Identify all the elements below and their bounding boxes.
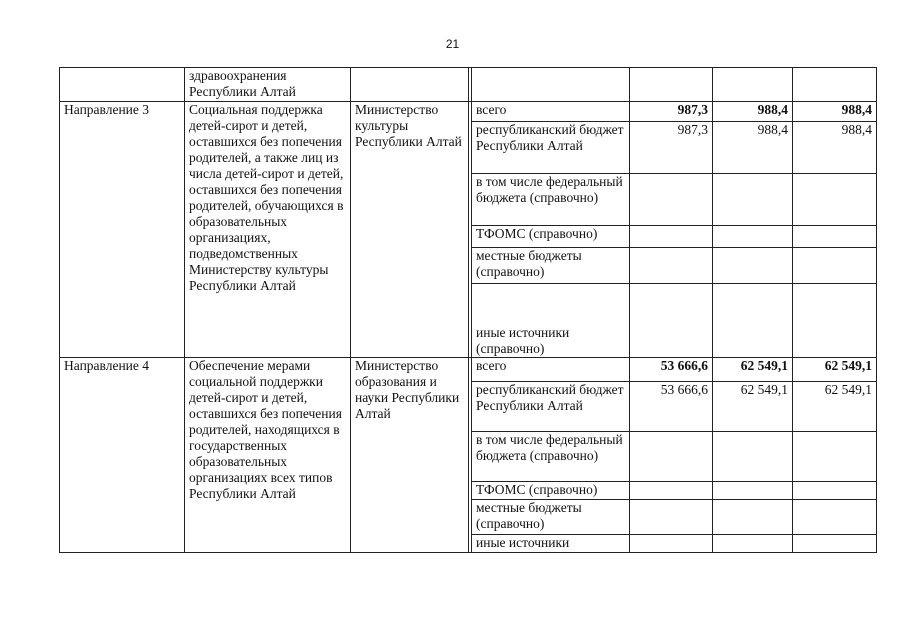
funding-source: ТФОМС (справочно) (472, 482, 630, 500)
value-cell (630, 68, 713, 102)
value-year-1: 53 666,6 (630, 358, 713, 382)
value-year-1 (630, 174, 713, 226)
executor-continuation: здравоохранения Республики Алтай (189, 68, 296, 99)
table-row (60, 68, 877, 102)
value-year-1 (630, 535, 713, 553)
value-year-3 (793, 482, 877, 500)
value-year-2 (713, 174, 793, 226)
direction-description: Обеспечение мерами социальной поддержки детей-сирот и детей, оставшихся без попечения родителей, находящихся в государственных образовательных организациях всех типов Республики Алтай (185, 358, 351, 553)
value-year-2 (713, 284, 793, 358)
value-year-2: 62 549,1 (713, 358, 793, 382)
value-year-3: 988,4 (793, 122, 877, 174)
value-year-1 (630, 284, 713, 358)
value-year-2 (713, 248, 793, 284)
funding-source: всего (472, 358, 630, 382)
value-year-3 (793, 174, 877, 226)
value-year-1 (630, 226, 713, 248)
funding-source: местные бюджеты (справочно) (472, 500, 630, 535)
value-year-1: 53 666,6 (630, 382, 713, 432)
value-year-1 (630, 432, 713, 482)
value-year-3 (793, 248, 877, 284)
funding-source: иные источники (472, 535, 630, 553)
funding-source: местные бюджеты (справочно) (472, 248, 630, 284)
value-year-3 (793, 500, 877, 535)
value-year-1: 987,3 (630, 102, 713, 122)
value-year-2 (713, 500, 793, 535)
funding-source: в том числе федеральный бюджета (справочно) (472, 432, 630, 482)
value-year-3: 988,4 (793, 102, 877, 122)
description-cell (185, 68, 351, 102)
direction-executor: Министерство образования и науки Республики Алтай (351, 358, 469, 553)
value-year-3 (793, 226, 877, 248)
direction-label-cell (60, 68, 185, 102)
funding-source: республиканский бюджет Республики Алтай (472, 382, 630, 432)
value-year-2: 988,4 (713, 122, 793, 174)
value-year-1 (630, 482, 713, 500)
value-year-1 (630, 248, 713, 284)
value-year-2 (713, 535, 793, 553)
value-year-2: 62 549,1 (713, 382, 793, 432)
funding-source: республиканский бюджет Республики Алтай (472, 122, 630, 174)
table-row (60, 102, 877, 122)
funding-source: в том числе федеральный бюджета (справочно) (472, 174, 630, 226)
value-year-2: 988,4 (713, 102, 793, 122)
value-year-1 (630, 500, 713, 535)
value-cell (793, 68, 877, 102)
value-year-3 (793, 535, 877, 553)
page-number: 21 (445, 37, 460, 51)
value-cell (713, 68, 793, 102)
value-year-1: 987,3 (630, 122, 713, 174)
direction-executor: Министерство культуры Республики Алтай (351, 102, 469, 358)
direction-description: Социальная поддержка детей-сирот и детей, оставшихся без попечения родителей, а также лиц из числа детей-сирот и детей, оставшихся без попечения родителей, обучающихся в образовательных организациях, подведомственных Министерству культуры Республики Алтай (185, 102, 351, 358)
value-year-3: 62 549,1 (793, 382, 877, 432)
source-cell (472, 68, 630, 102)
budget-table (59, 67, 877, 553)
value-year-2 (713, 226, 793, 248)
value-year-2 (713, 432, 793, 482)
direction-label: Направление 4 (60, 358, 185, 553)
direction-label: Направление 3 (60, 102, 185, 358)
value-year-3 (793, 284, 877, 358)
funding-source: ТФОМС (справочно) (472, 226, 630, 248)
value-year-3 (793, 432, 877, 482)
value-year-3: 62 549,1 (793, 358, 877, 382)
table-row (60, 358, 877, 382)
value-year-2 (713, 482, 793, 500)
funding-source: иные источники (справочно) (472, 284, 630, 358)
funding-source: всего (472, 102, 630, 122)
executor-cell (351, 68, 469, 102)
